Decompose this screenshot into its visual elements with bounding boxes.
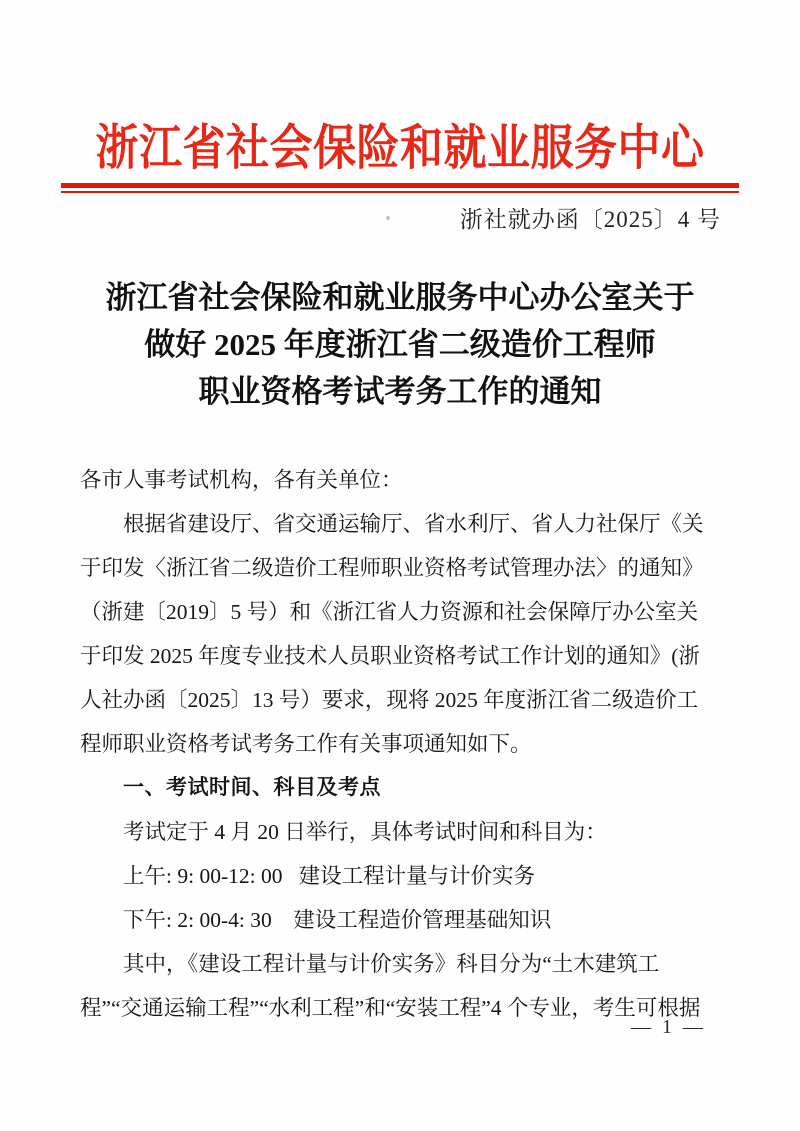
body-line: （浙建〔2019〕5 号）和《浙江省人力资源和社会保障厅办公室关 — [80, 600, 699, 624]
exam-afternoon-line: 下午: 2: 00-4: 30 建设工程造价管理基础知识 — [123, 908, 552, 932]
body-line: 其中，《建设工程计量与计价实务》科目分为“土木建筑工 — [123, 952, 660, 976]
document-title-line: 做好 2025 年度浙江省二级造价工程师 — [144, 327, 656, 362]
exam-morning-line: 上午: 9: 00-12: 00 建设工程计量与计价实务 — [123, 864, 536, 888]
body-line: 于印发〈浙江省二级造价工程师职业资格考试管理办法〉的通知》 — [80, 556, 704, 580]
page-number: — 1 — — [631, 1016, 706, 1038]
document-title-line: 浙江省社会保险和就业服务中心办公室关于 — [105, 280, 695, 315]
body-line: 于印发 2025 年度专业技术人员职业资格考试工作计划的通知》(浙 — [80, 644, 700, 668]
letterhead-org-name: 浙江省社会保险和就业服务中心 — [95, 122, 705, 175]
body-line: 程”“交通运输工程”“水利工程”和“安装工程”4 个专业，考生可根据 — [80, 996, 701, 1020]
body-line: 根据省建设厅、省交通运输厅、省水利厅、省人力社保厅《关 — [123, 512, 704, 536]
salutation-line: 各市人事考试机构，各有关单位： — [80, 468, 403, 492]
body-line: 考试定于 4 月 20 日举行，具体考试时间和科目为： — [123, 820, 607, 844]
scan-artifact-dot — [386, 216, 390, 220]
letterhead-rule — [61, 183, 739, 193]
section-heading: 一、考试时间、科目及考点 — [123, 776, 381, 799]
body-line: 程师职业资格考试考务工作有关事项通知如下。 — [80, 732, 532, 756]
body-line: 人社办函〔2025〕13 号）要求，现将 2025 年度浙江省二级造价工 — [80, 688, 699, 712]
document-title-line: 职业资格考试考务工作的通知 — [198, 374, 602, 409]
letterhead-rule-thin — [61, 191, 739, 193]
letterhead-rule-thick — [61, 183, 739, 188]
document-number: 浙社就办函〔2025〕4 号 — [459, 207, 721, 232]
document-title — [0, 274, 800, 415]
document-body — [80, 458, 732, 1030]
